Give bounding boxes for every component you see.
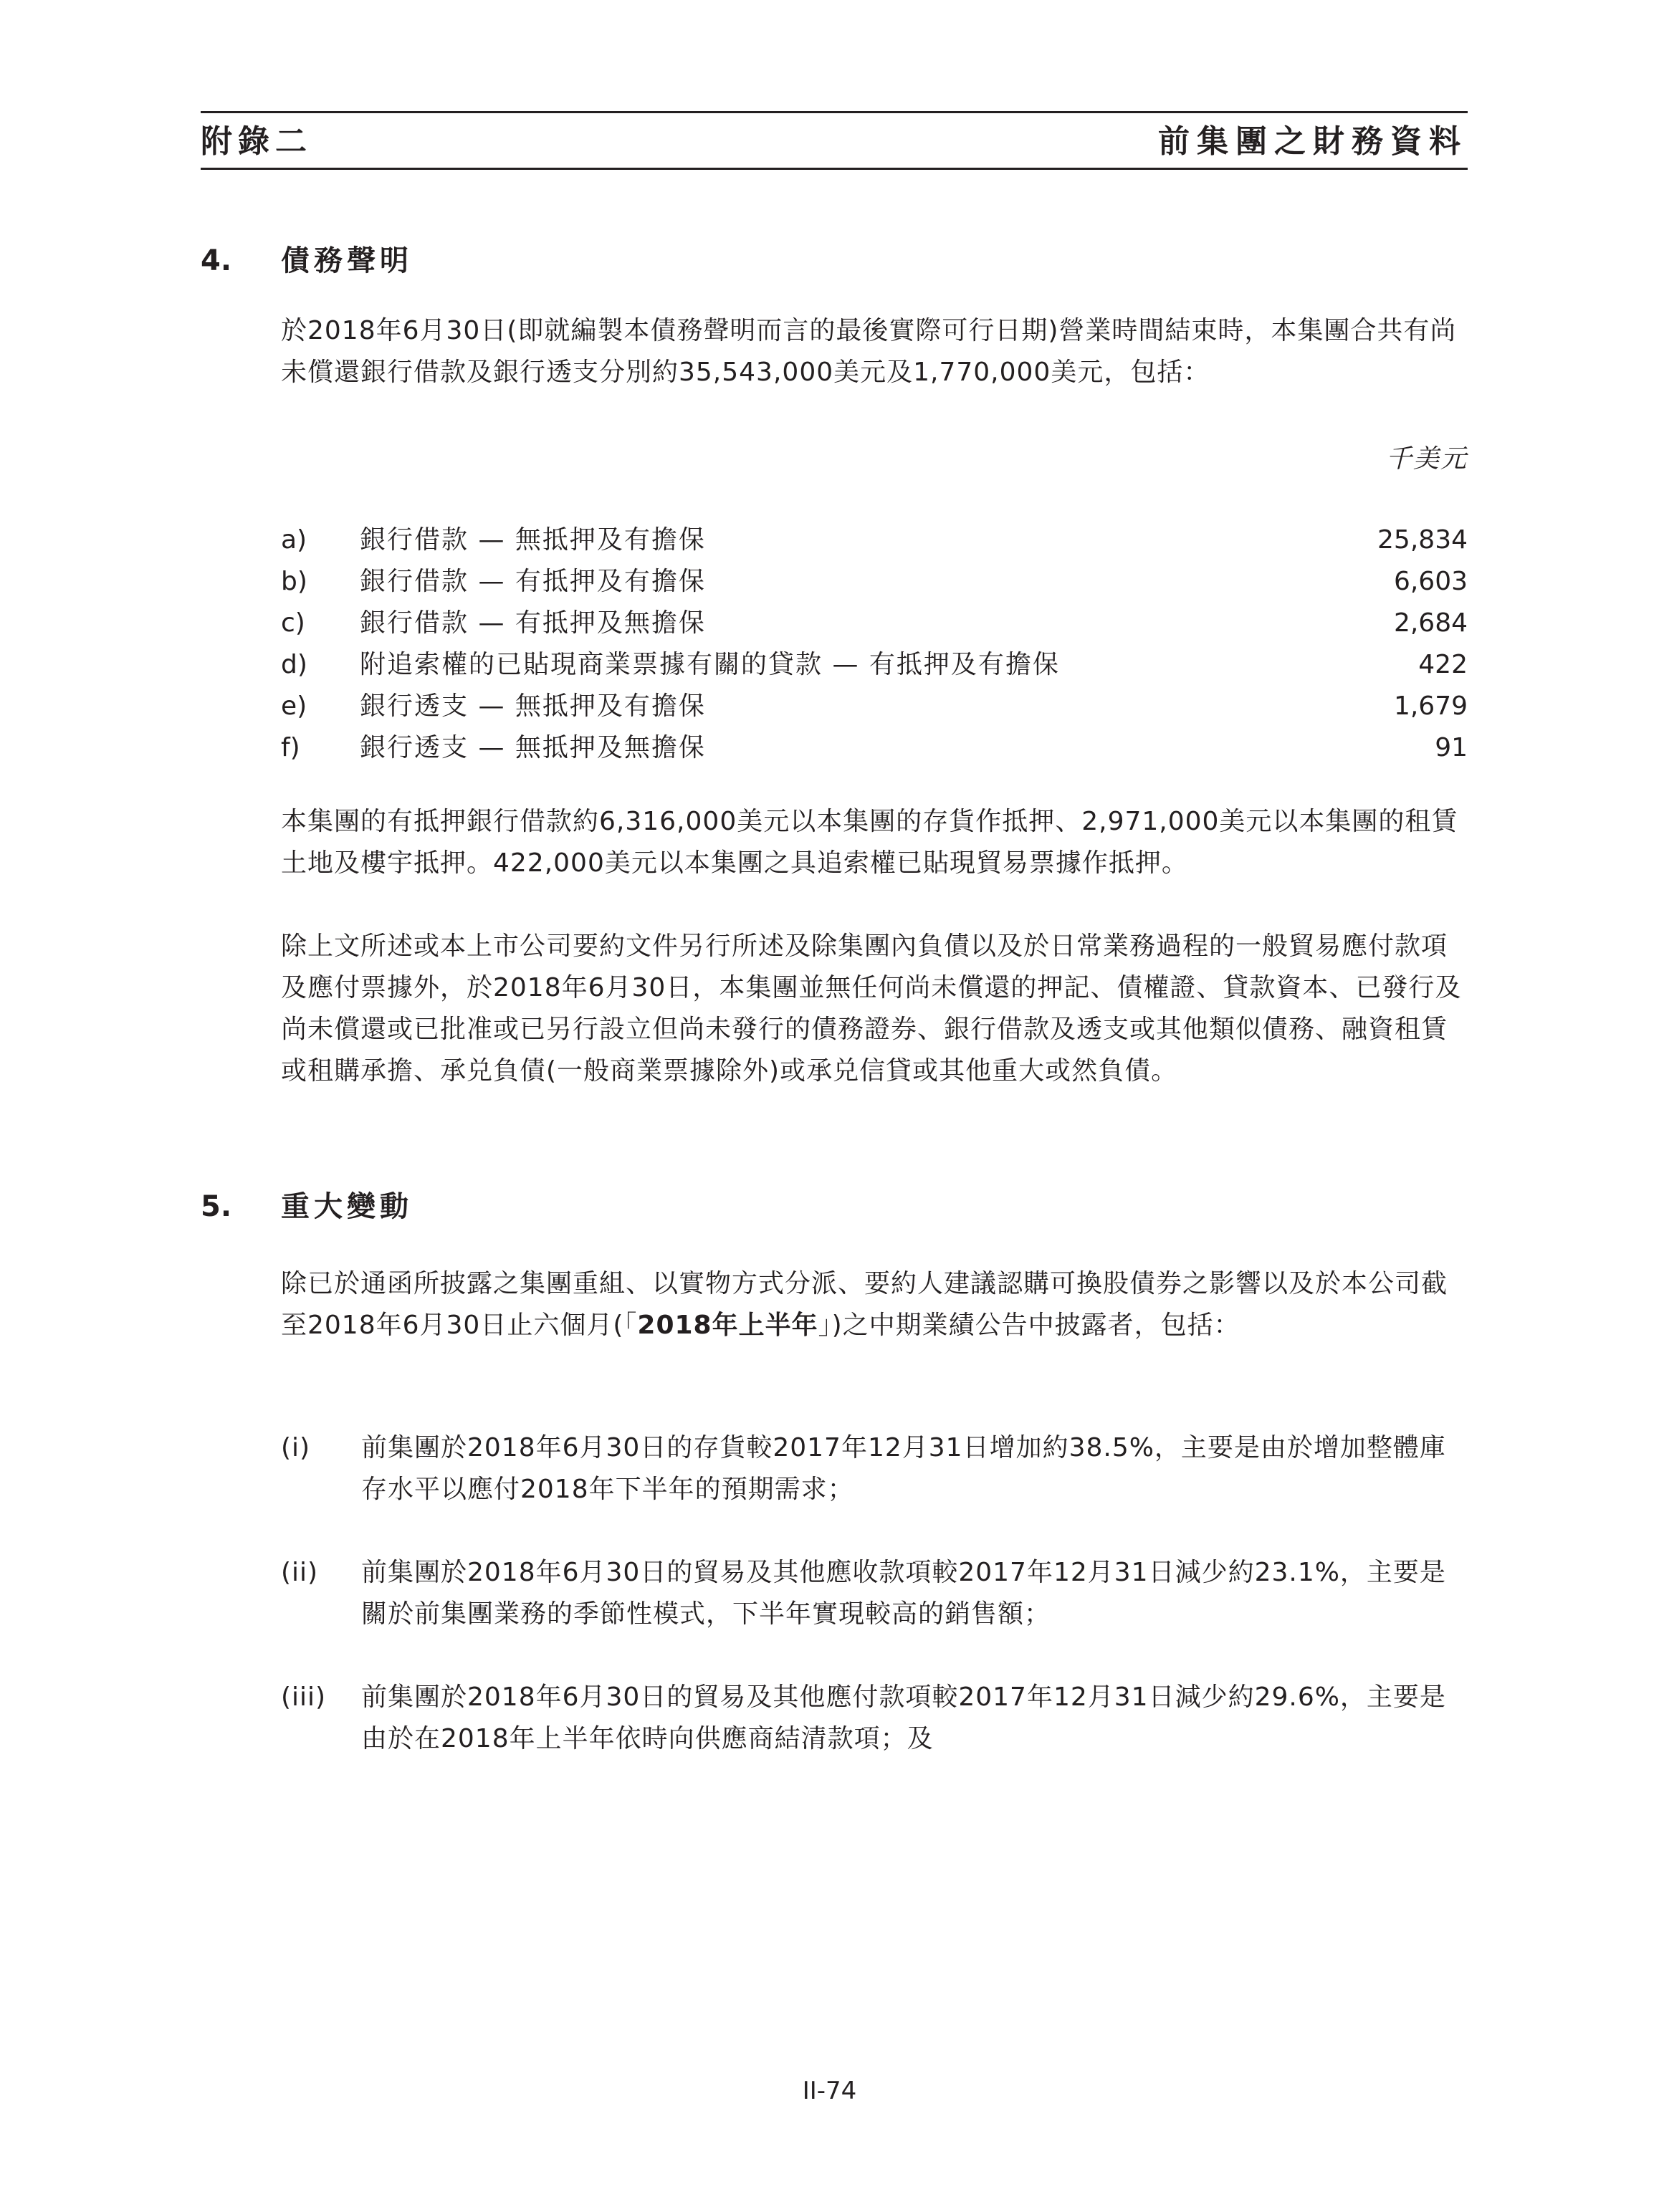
- row-amount: 25,834: [1377, 525, 1468, 555]
- section-5-title: 重大變動: [281, 1190, 413, 1223]
- table-row: [281, 520, 1468, 561]
- list-item-label: (ii): [281, 1558, 319, 1587]
- row-amount: 6,603: [1393, 567, 1468, 596]
- row-label: e): [281, 691, 307, 721]
- indebtedness-disclaimer-paragraph: 除上文所述或本上市公司要約文件另行所述及除集團內負債以及於日常業務過程的一般貿易應付款項及應付票據外，於2018年6月30日，本集團並無任何尚未償還的押記、債權證、貸款資本、已發行及尚未償還或已批准或已另行設立但尚未發行的債務證券、銀行借款及透支或其他類似債務、融資租賃或租購承擔、承兑負債(一般商業票據除外)或承兑信貸或其他重大或然負債。: [281, 932, 1462, 1086]
- section-5-number: 5.: [201, 1190, 232, 1223]
- list-item: [281, 1677, 1468, 1760]
- defined-term: 2018年上半年: [637, 1311, 818, 1340]
- section-4-intro: 於2018年6月30日(即就編製本債務聲明而言的最後實際可行日期)營業時間結束時，本集團合共有尚未償還銀行借款及銀行透支分別約35,543,000美元及1,770,000美元，包括：: [281, 316, 1457, 387]
- row-label: d): [281, 650, 307, 679]
- page-number: II-74: [802, 2077, 857, 2105]
- row-amount: 422: [1418, 650, 1468, 679]
- list-item-text: 前集團於2018年6月30日的存貨較2017年12月31日增加約38.5%，主要是由於增加整體庫存水平以應付2018年下半年的預期需求；: [361, 1433, 1446, 1504]
- row-label: f): [281, 733, 300, 762]
- section-5-intro: 除已於通函所披露之集團重組、以實物方式分派、要約人建議認購可換股債券之影響以及於本公司截至2018年6月30日止六個月(「2018年上半年」)之中期業績公告中披露者，包括：: [281, 1269, 1448, 1340]
- row-description: 銀行透支 — 無抵押及無擔保: [360, 733, 706, 762]
- table-row: [281, 603, 1468, 644]
- table-row: [281, 686, 1468, 727]
- section-4-number: 4.: [201, 244, 232, 277]
- header-title: 前集團之財務資料: [1158, 123, 1468, 160]
- row-description: 銀行借款 — 無抵押及有擔保: [360, 525, 706, 555]
- row-amount: 2,684: [1393, 608, 1468, 638]
- list-item: [281, 1427, 1468, 1510]
- table-row: [281, 727, 1468, 769]
- list-item-label: (i): [281, 1433, 311, 1462]
- table-row: [281, 644, 1468, 686]
- list-item-text: 前集團於2018年6月30日的貿易及其他應付款項較2017年12月31日減少約29.6%，主要是由於在2018年上半年依時向供應商結清款項；及: [361, 1682, 1446, 1753]
- secured-borrowings-paragraph: 本集團的有抵押銀行借款約6,316,000美元以本集團的存貨作抵押、2,971,000美元以本集團的租賃土地及樓宇抵押。422,000美元以本集團之具追索權已貼現貿易票據作抵押。: [281, 807, 1458, 878]
- row-label: b): [281, 567, 307, 596]
- table-row: [281, 561, 1468, 603]
- list-item-label: (iii): [281, 1682, 327, 1712]
- section-4-heading: [201, 244, 413, 278]
- list-item-text: 前集團於2018年6月30日的貿易及其他應收款項較2017年12月31日減少約23.1%，主要是關於前集團業務的季節性模式，下半年實現較高的銷售額；: [361, 1558, 1446, 1629]
- row-description: 銀行借款 — 有抵押及無擔保: [360, 608, 706, 638]
- row-amount: 1,679: [1393, 691, 1468, 721]
- list-item: [281, 1552, 1468, 1635]
- unit-label: 千美元: [1385, 444, 1468, 474]
- appendix-label: 附錄二: [201, 123, 312, 160]
- row-description: 銀行借款 — 有抵押及有擔保: [360, 567, 706, 596]
- section-5-heading: [201, 1189, 413, 1224]
- section-4-title: 債務聲明: [281, 244, 413, 277]
- row-description: 銀行透支 — 無抵押及有擔保: [360, 691, 706, 721]
- row-label: c): [281, 608, 305, 638]
- row-label: a): [281, 525, 307, 555]
- row-description: 附追索權的已貼現商業票據有關的貸款 — 有抵押及有擔保: [360, 650, 1060, 679]
- row-amount: 91: [1435, 733, 1468, 762]
- debt-table: [281, 520, 1468, 769]
- page-header: [201, 111, 1468, 170]
